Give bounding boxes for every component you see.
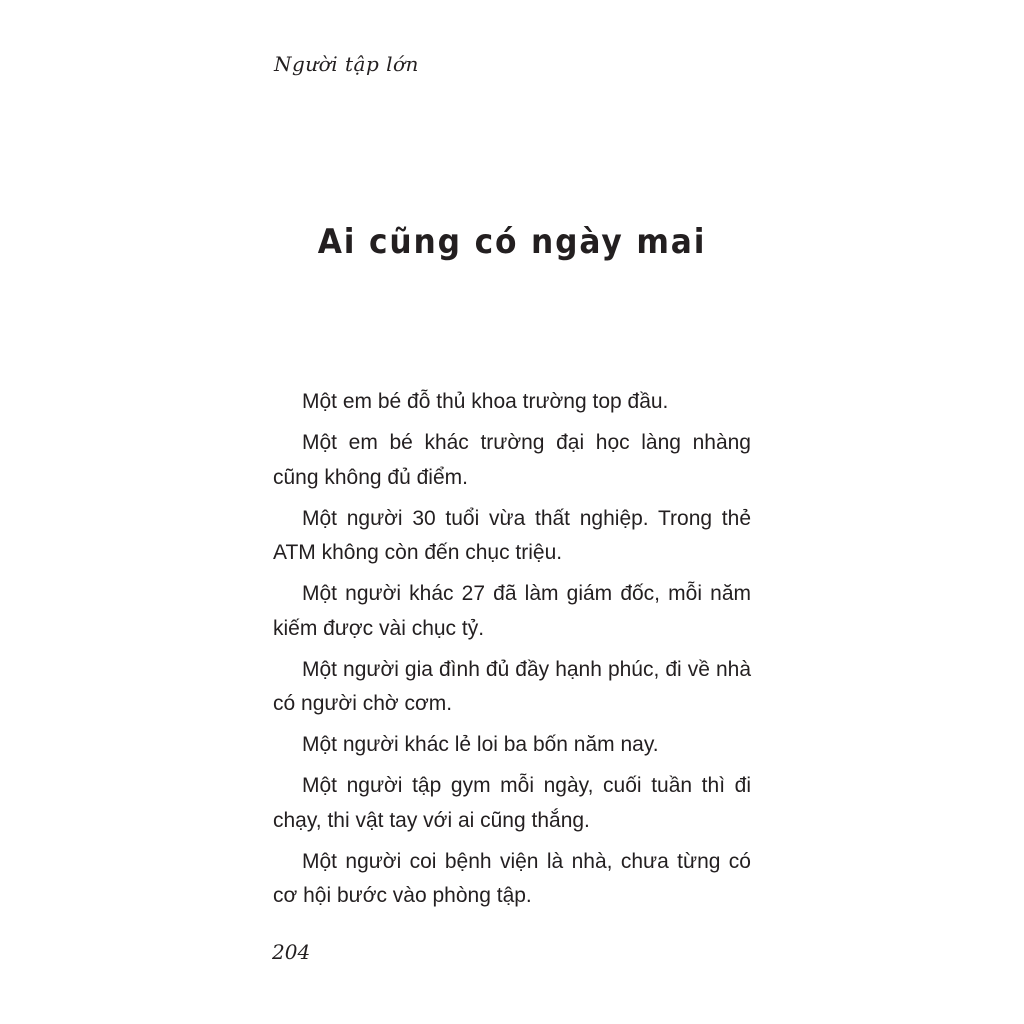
paragraph: Một người 30 tuổi vừa thất nghiệp. Trong thẻ ATM không còn đến chục triệu. <box>273 506 751 564</box>
paragraph: Một người tập gym mỗi ngày, cuối tuần thì đi chạy, thi vật tay với ai cũng thắng. <box>273 774 751 832</box>
paragraph: Một người coi bệnh viện là nhà, chưa từng có cơ hội bước vào phòng tập. <box>273 849 751 907</box>
body-text <box>273 385 751 920</box>
paragraph: Một người khác 27 đã làm giám đốc, mỗi năm kiếm được vài chục tỷ. <box>273 582 751 640</box>
paragraph: Một em bé khác trường đại học làng nhàng cũng không đủ điểm. <box>273 431 751 489</box>
paragraph: Một em bé đỗ thủ khoa trường top đầu. <box>302 390 669 413</box>
page-number: 204 <box>272 940 311 964</box>
running-header: Người tập lớn <box>274 52 419 76</box>
paragraph: Một người khác lẻ loi ba bốn năm nay. <box>302 733 659 756</box>
paragraph: Một người gia đình đủ đầy hạnh phúc, đi về nhà có người chờ cơm. <box>273 657 751 715</box>
chapter-title: Ai cũng có ngày mai <box>317 222 707 262</box>
